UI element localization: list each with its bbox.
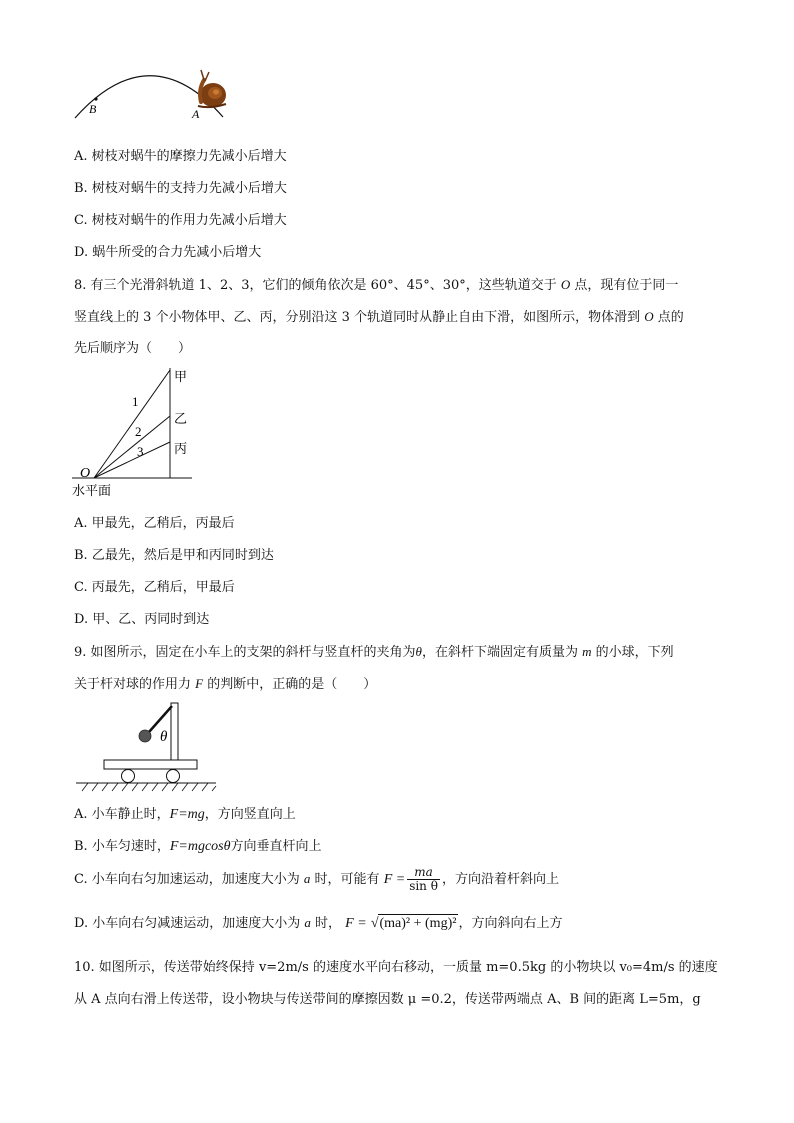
- sqrt-expression: (ma)² + (mg)²: [379, 916, 457, 931]
- label-a: A: [192, 107, 200, 121]
- q8-line-3: 先后顺序为（ ）: [74, 341, 192, 356]
- q8-option-a: A. 甲最先，乙稍后，丙最后: [74, 516, 235, 531]
- q9-option-b: B. 小车匀速时，F=mgcosθ方向垂直杆向上: [74, 839, 322, 854]
- snail-icon: [198, 70, 226, 107]
- q9-option-c: C. 小车向右匀加速运动，加速度大小为 a 时，可能有 F = $\frac{ma}{\text{sin θ}}$ ，方向沿着杆斜向上: [74, 865, 559, 893]
- q8-figure: [72, 366, 202, 502]
- label-jia: 甲: [174, 369, 188, 384]
- q7-option-c: C. 树枝对蜗牛的作用力先减小后增大: [74, 213, 287, 228]
- q8-option-b: B. 乙最先，然后是甲和丙同时到达: [74, 548, 274, 563]
- q8-option-c: C. 丙最先，乙稍后，甲最后: [74, 580, 235, 595]
- q9-line-1: 9. 如图所示，固定在小车上的支架的斜杆与竖直杆的夹角为θ，在斜杆下端固定有质量为 m 的小球，下列: [74, 644, 674, 660]
- track-1: [94, 370, 170, 478]
- fraction: $\frac{ma}{\text{sin θ}}$: [409, 865, 438, 893]
- label-bing: 丙: [174, 441, 188, 456]
- wheel-right: [167, 770, 180, 783]
- ground-label: 水平面: [72, 483, 112, 498]
- label-o: O: [80, 466, 91, 481]
- vertical-pole: [171, 703, 178, 760]
- q8-line-1: 8. 有三个光滑斜轨道 1、2、3，它们的倾角依次是 60°、45°、30°，这些轨道交于 O 点，现有位于同一: [74, 277, 679, 293]
- q7-figure: [70, 62, 240, 124]
- q7-option-a: A. 树枝对蜗牛的摩擦力先减小后增大: [74, 149, 287, 164]
- ground-hatch: [82, 783, 216, 791]
- q7-option-b: B. 树枝对蜗牛的支持力先减小后增大: [74, 181, 287, 196]
- q10-line-2: 从 A 点向右滑上传送带，设小物块与传送带间的摩擦因数 μ =0.2，传送带两端点 A、B 间的距离 L=5m，g: [74, 992, 701, 1007]
- cart-body: [104, 760, 197, 769]
- label-b: B: [89, 102, 97, 116]
- track-2-label: 2: [135, 424, 142, 439]
- q10-line-1: 10. 如图所示，传送带始终保持 v=2m/s 的速度水平向右移动，一质量 m=0.5kg 的小物块以 v₀=4m/s 的速度: [74, 960, 718, 975]
- q8-option-d: D. 甲、乙、丙同时到达: [74, 612, 210, 627]
- q9-option-d: D. 小车向右匀减速运动，加速度大小为 a 时， F = √(ma)² + (mg)² ，方向斜向右上方: [74, 915, 563, 931]
- theta-label: θ: [160, 729, 168, 745]
- label-yi: 乙: [174, 411, 188, 426]
- ball: [139, 730, 151, 742]
- q7-option-d: D. 蜗牛所受的合力先减小后增大: [74, 245, 262, 260]
- q9-line-2: 关于杆对球的作用力 F 的判断中，正确的是（ ）: [74, 676, 377, 692]
- point-b-dot: [94, 97, 97, 100]
- track-1-label: 1: [132, 394, 139, 409]
- track-3-label: 3: [137, 444, 144, 459]
- wheel-left: [122, 770, 135, 783]
- q8-line-2: 竖直线上的 3 个小物体甲、乙、丙，分别沿这 3 个轨道同时从静止自由下滑，如图所示，物体滑到 O 点的: [74, 309, 684, 325]
- q9-figure: [74, 700, 220, 792]
- q9-option-a: A. 小车静止时，F=mg，方向竖直向上: [74, 807, 296, 822]
